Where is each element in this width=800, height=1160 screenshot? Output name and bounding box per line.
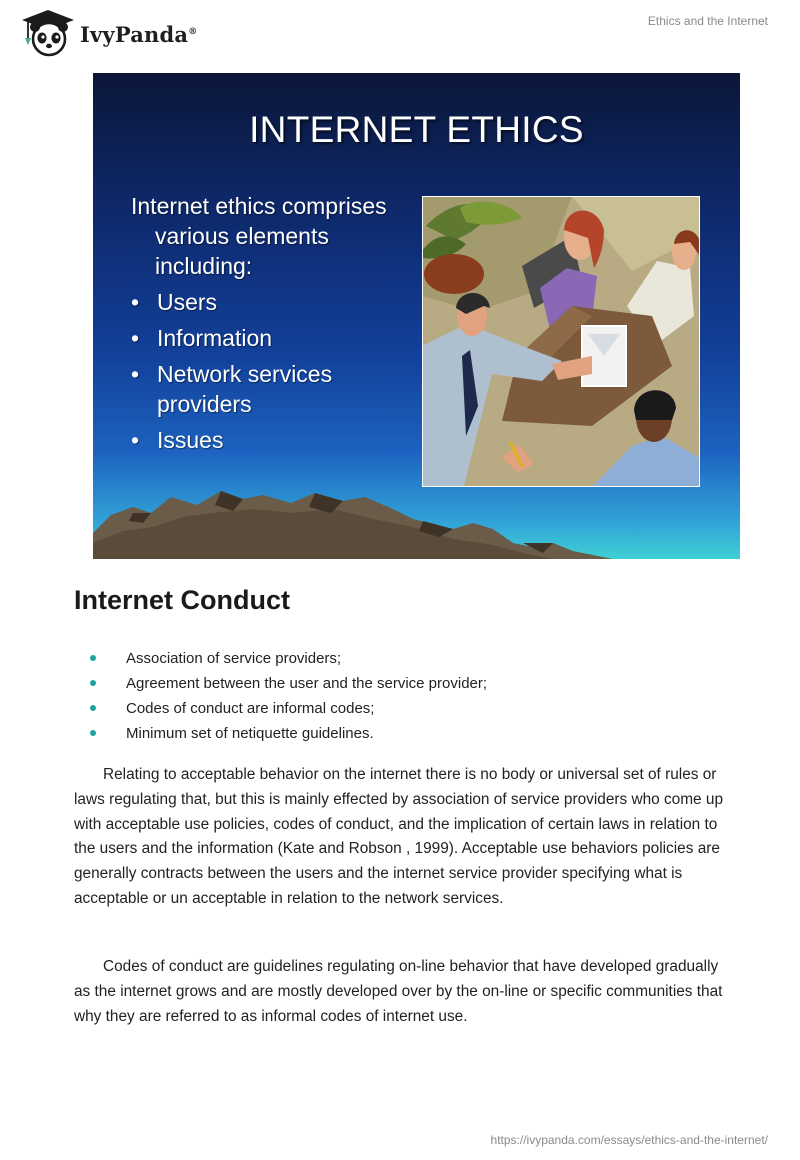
slide-intro-text: Internet ethics comprises various elements including: [131, 193, 387, 279]
internet-ethics-slide-image [93, 73, 740, 559]
business-meeting-clipart [422, 196, 700, 487]
brand-logo-link[interactable] [16, 8, 197, 58]
conduct-bullet-list [74, 646, 734, 746]
list-item: Minimum set of netiquette guidelines. [74, 721, 734, 746]
page-header [0, 0, 800, 64]
slide-bullet-item: • Users [131, 287, 431, 317]
slide-title: INTERNET ETHICS [249, 109, 584, 150]
section-heading: Internet Conduct [74, 585, 290, 615]
source-url-link[interactable]: https://ivypanda.com/essays/ethics-and-the-internet/ [490, 1133, 768, 1147]
list-item: Association of service providers; [74, 646, 734, 671]
body-paragraph: Relating to acceptable behavior on the internet there is no body or universal set of rules or laws regulating that, but this is mainly effected by association of service providers who come up with acceptable use policies, codes of conduct, and the implication of certain laws in relation to the users and the information (Kate and Robson , 1999). Acceptable use behaviors policies are generally contracts between the users and the internet service provider specifying what is acceptable or un acceptable in relation to the network services. [74, 766, 724, 907]
body-paragraph: Codes of conduct are guidelines regulating on-line behavior that have developed gradually as the internet grows and are mostly developed over by the on-line or specific communities that why they are referred to as informal codes of internet use. [74, 958, 723, 1025]
slide-bullet-item: • Issues [131, 425, 431, 455]
slide-bullet-item: • Network services providers [131, 359, 431, 419]
brand-name: IvyPanda® [80, 21, 198, 47]
mountain-range-decoration [93, 483, 740, 559]
graduation-panda-icon [16, 8, 74, 58]
slide-bullet-item: • Information [131, 323, 431, 353]
list-item: Agreement between the user and the service provider; [74, 671, 734, 696]
list-item: Codes of conduct are informal codes; [74, 696, 734, 721]
slide-bullet-list [131, 191, 431, 461]
document-title: Ethics and the Internet [647, 14, 768, 28]
